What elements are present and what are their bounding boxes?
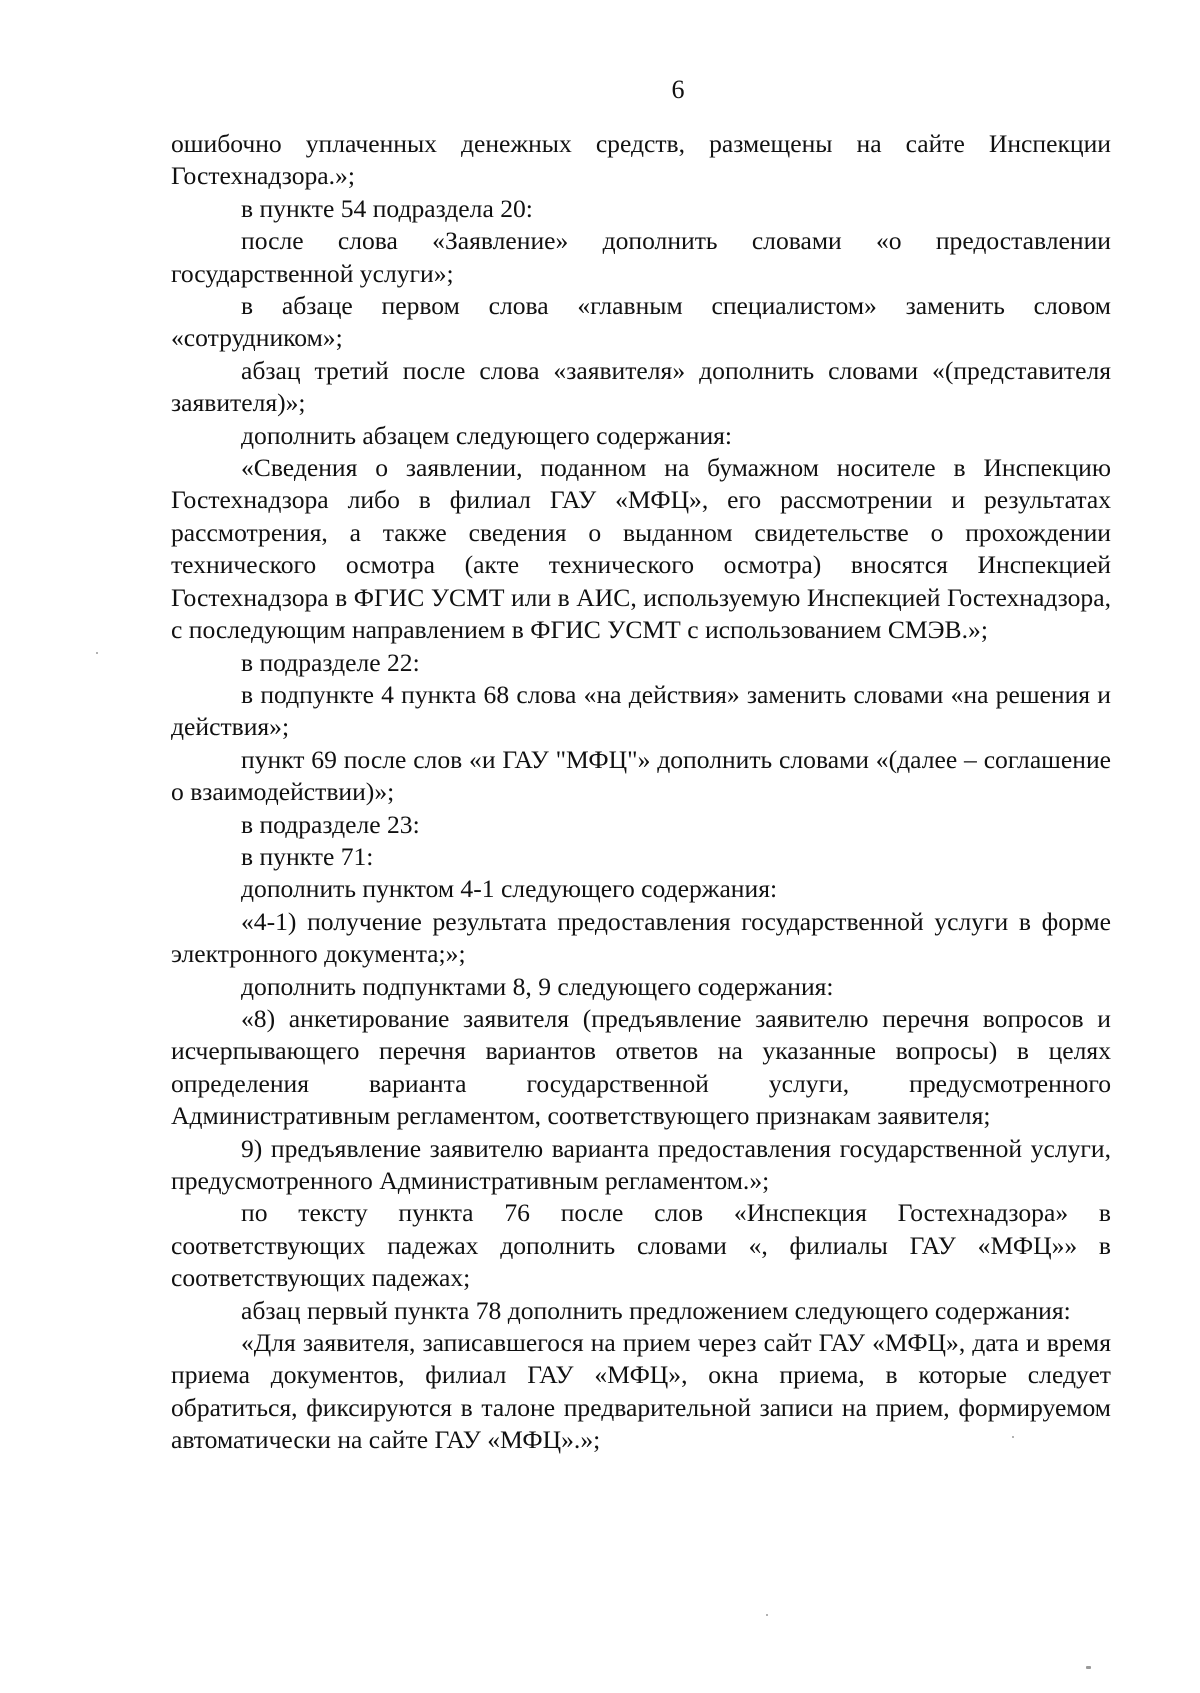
paragraph: в пункте 71: bbox=[241, 841, 374, 871]
paragraph: в подпункте 4 пункта 68 слова «на действия» заменить словами «на решения и действия»; bbox=[171, 679, 1111, 742]
paragraph: по тексту пункта 76 после слов «Инспекция Гостехнадзора» в соответствующих падежах дополнить словами «, филиалы ГАУ «МФЦ»» в соответствующих падежах; bbox=[171, 1198, 1111, 1293]
paragraph: пункт 69 после слов «и ГАУ "МФЦ"» дополнить словами «(далее – соглашение о взаимодействии)»; bbox=[171, 744, 1111, 807]
paragraph: в абзаце первом слова «главным специалистом» заменить словом «сотрудником»; bbox=[171, 291, 1111, 353]
paragraph: «8) анкетирование заявителя (предъявление заявителю перечня вопросов и исчерпывающего перечня вариантов ответов на указанные вопросы) в целях определения варианта государственной услуги, предусмотренного Административным регламентом, соответствующего признакам заявителя; bbox=[171, 1003, 1111, 1131]
page-number: 6 bbox=[671, 75, 685, 104]
paragraph: в пункте 54 подраздела 20: bbox=[241, 193, 533, 223]
scan-speck bbox=[1086, 1666, 1091, 1669]
paragraph: 9) предъявление заявителю варианта предоставления государственной услуги, предусмотренного Административным регламентом.»; bbox=[171, 1133, 1111, 1195]
paragraph: дополнить подпунктами 8, 9 следующего содержания: bbox=[241, 971, 834, 1001]
paragraph: абзац первый пункта 78 дополнить предложением следующего содержания: bbox=[241, 1295, 1071, 1325]
paragraph: дополнить абзацем следующего содержания: bbox=[241, 420, 733, 450]
scan-speck bbox=[96, 652, 98, 654]
paragraph: «4-1) получение результата предоставления государственной услуги в форме электронного документа;»; bbox=[171, 906, 1111, 969]
paragraph: в подразделе 22: bbox=[241, 647, 420, 677]
paragraph: после слова «Заявление» дополнить словами «о предоставлении государственной услуги»; bbox=[171, 226, 1111, 288]
document-body bbox=[171, 128, 1111, 1457]
paragraph: абзац третий после слова «заявителя» дополнить словами «(представителя заявителя)»; bbox=[171, 355, 1111, 418]
scan-speck bbox=[1012, 1436, 1014, 1438]
scan-speck bbox=[766, 1614, 768, 1616]
paragraph: в подразделе 23: bbox=[241, 809, 420, 839]
paragraph: «Сведения о заявлении, поданном на бумажном носителе в Инспекцию Гостехнадзора либо в филиал ГАУ «МФЦ», его рассмотрении и результатах рассмотрения, а также сведения о выданном свидетельстве о прохождении технического осмотра (акте технического осмотра) вносятся Инспекцией Гостехнадзора в ФГИС УСМТ или в АИС, используемую Инспекцией Гостехнадзора, с последующим направлением в ФГИС УСМТ с использованием СМЭВ.»; bbox=[171, 453, 1111, 645]
paragraph: дополнить пунктом 4-1 следующего содержания: bbox=[241, 874, 778, 904]
paragraph: «Для заявителя, записавшегося на прием через сайт ГАУ «МФЦ», дата и время приема документов, филиал ГАУ «МФЦ», окна приема, в которые следует обратиться, фиксируются в талоне предварительной записи на прием, формируемом автоматически на сайте ГАУ «МФЦ».»; bbox=[171, 1328, 1111, 1455]
paragraph-continuation: ошибочно уплаченных денежных средств, размещены на сайте Инспекции Гостехнадзора.»; bbox=[171, 129, 1111, 191]
